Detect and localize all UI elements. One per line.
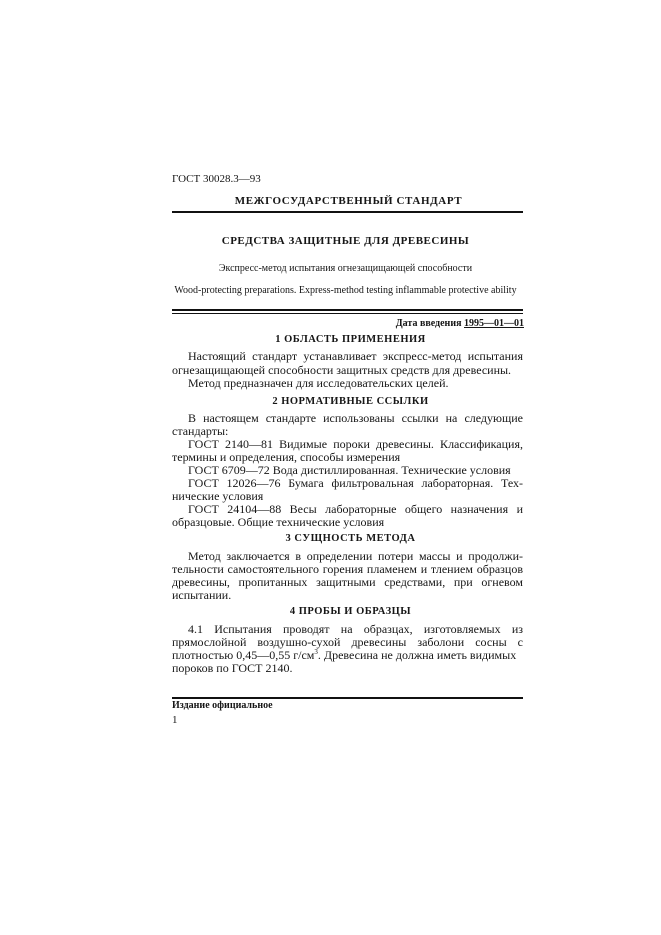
document-title: СРЕДСТВА ЗАЩИТНЫЕ ДЛЯ ДРЕВЕСИНЫ [221, 235, 470, 247]
effective-date [396, 318, 524, 329]
page-number: 1 [172, 714, 178, 726]
section-2-line: В настоящем стандарте использованы ссылки на следующие [188, 411, 523, 425]
section-4-line: 4.1 Испытания проводят на образцах, изготовляемых из [188, 622, 523, 636]
edition-note: Издание официальное [172, 700, 273, 711]
section-3-line: испытании. [172, 588, 232, 602]
title-rule-thin [172, 313, 523, 314]
section-3-line: Метод заключается в определении потери массы и продолжи- [188, 549, 523, 563]
subtitle-russian: Экспресс-метод испытания огнезащищающей способности [218, 263, 473, 274]
section-1-line: Настоящий стандарт устанавливает экспресс-метод испытания [188, 349, 523, 363]
section-4-line: пороков по ГОСТ 2140. [172, 661, 293, 675]
section-2-line: ГОСТ 6709—72 Вода дистиллированная. Технические условия [188, 463, 511, 477]
footer-rule [172, 697, 523, 699]
section-2-line: образцовые. Общие технические условия [172, 515, 385, 529]
density-text: плотностью 0,45—0,55 г/см [172, 648, 315, 662]
section-2-line: ГОСТ 24104—88 Весы лабораторные общего назначения и [188, 502, 523, 516]
section-1-line: Метод предназначен для исследовательских целей. [188, 376, 449, 390]
section-2-line: ГОСТ 2140—81 Видимые пороки древесины. Классификация, [188, 437, 523, 451]
section-3-line: тельности самостоятельного горения пламенем и тлением образцов [172, 562, 523, 576]
header-rule [172, 211, 523, 213]
section-2-line: стандарты: [172, 424, 229, 438]
document-code: ГОСТ 30028.3—93 [172, 173, 261, 185]
subtitle-english: Wood-protecting preparations. Express-method testing inflammable protective ability [174, 285, 517, 296]
standard-type: МЕЖГОСУДАРСТВЕННЫЙ СТАНДАРТ [234, 195, 463, 207]
section-2-heading: 2 НОРМАТИВНЫЕ ССЫЛКИ [272, 396, 429, 407]
section-2-line: термины и определения, способы измерения [172, 450, 401, 464]
section-3-heading: 3 СУЩНОСТЬ МЕТОДА [285, 533, 416, 544]
section-2-line: ГОСТ 12026—76 Бумага фильтровальная лабораторная. Тех- [188, 476, 523, 490]
density-continuation: . Древесина не должна иметь видимых [317, 648, 517, 662]
effective-date-value: 1995—01—01 [464, 318, 524, 329]
section-4-heading: 4 ПРОБЫ И ОБРАЗЦЫ [289, 606, 412, 617]
section-1-line: огнезащищающей способности защитных средств для древесины. [172, 363, 512, 377]
title-rule-thick [172, 309, 523, 311]
section-4-line: прямослойной воздушно-сухой древесины заболони сосны с [172, 635, 523, 649]
density-exponent: 3 [314, 648, 318, 656]
section-3-line: древесины, пропитанных защитными средствами, при огневом [172, 575, 523, 589]
section-1-heading: 1 ОБЛАСТЬ ПРИМЕНЕНИЯ [275, 334, 426, 345]
effective-date-label: Дата введения [395, 318, 462, 329]
section-2-line: нические условия [172, 489, 264, 503]
